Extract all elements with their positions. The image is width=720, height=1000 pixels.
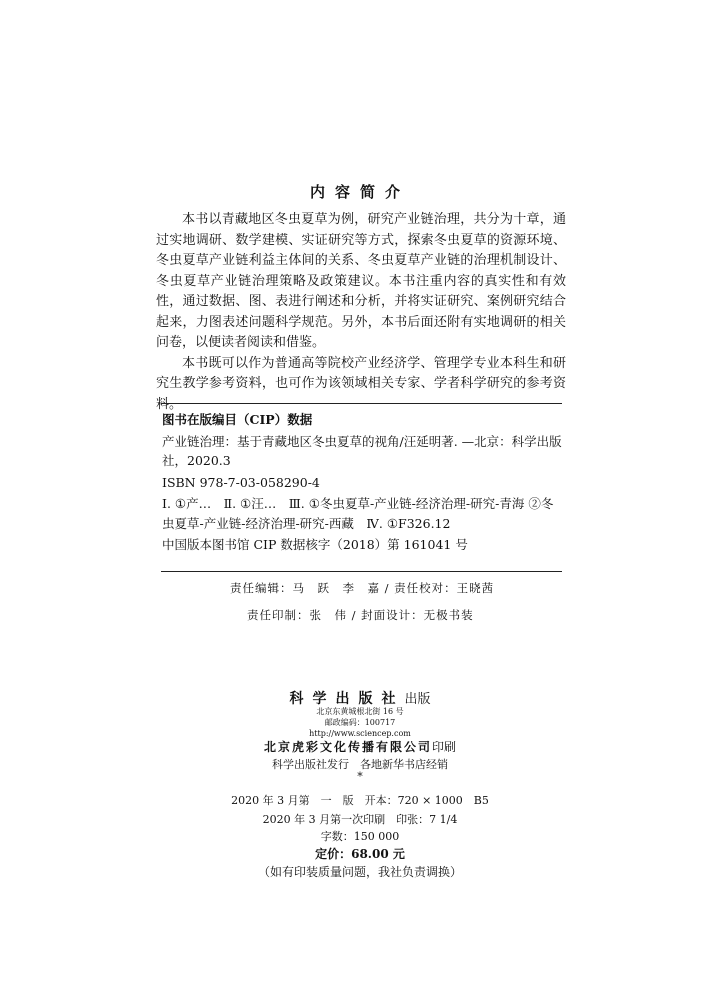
bottom-divider (161, 571, 562, 572)
printer-name-text: 北京虎彩文化传播有限公司 (263, 740, 432, 754)
cip-record: 中国版本图书馆 CIP 数据核字（2018）第 161041 号 (162, 537, 468, 552)
printer-suffix: 印刷 (432, 740, 457, 754)
summary-paragraph: 本书既可以作为普通高等院校产业经济学、管理学专业本科生和研究生教学参考资料，也可作为该领域相关专家、学者科学研究的参考资料。 (156, 355, 566, 412)
credits-editors: 责任编辑：马 跃 李 嘉 / 责任校对：王晓茜 (230, 581, 495, 595)
cip-classification: Ⅰ. ①产… Ⅱ. ①汪… Ⅲ. ①冬虫夏草-产业链-经济治理-研究-青海 ②冬虫夏草-产业链-经济治理-研究-西藏 Ⅳ. ①F326.12 (162, 496, 554, 531)
price-line: 定价：68.00 元 (315, 847, 405, 861)
printer-name (0, 738, 720, 755)
publisher-address: 北京东黄城根北街 16 号 (316, 707, 404, 716)
quality-note: （如有印装质量问题，我社负责调换） (257, 865, 462, 879)
summary-text (156, 210, 566, 415)
print-line: 2020 年 3 月第一次印刷 印张：7 1/4 (262, 813, 458, 826)
publisher-website: http://www.sciencep.com (309, 729, 411, 738)
cip-entry: 产业链治理：基于青藏地区冬虫夏草的视角/汪延明著. —北京：科学出版社，2020.3 (162, 433, 562, 468)
publisher-postcode: 邮政编码：100717 (324, 718, 396, 727)
summary-paragraph: 本书以青藏地区冬虫夏草为例，研究产业链治理，共分为十章，通过实地调研、数学建模、实证研究等方式，探索冬虫夏草的资源环境、冬虫夏草产业链利益主体间的关系、冬虫夏草产业链的治理机制设计、冬虫夏草产业链治理策略及政策建议。本书注重内容的真实性和有效性，通过数据、图、表进行阐述和分析，并将实证研究、案例研究结合起来，力图表述问题科学规范。另外，本书后面还附有实地调研的相关问卷，以便读者阅读和借鉴。 (156, 212, 566, 350)
cip-block (162, 410, 562, 555)
distribution-line: 科学出版社发行 各地新华书店经销 (272, 758, 448, 771)
publisher-name (0, 688, 720, 708)
publisher-suffix: 出版 (404, 692, 431, 707)
publisher-name-text: 科学出版社 (289, 691, 405, 707)
word-count-line: 字数：150 000 (320, 830, 400, 843)
cip-heading: 图书在版编目（CIP）数据 (162, 412, 313, 427)
star-divider: * (357, 770, 363, 783)
edition-line: 2020 年 3 月第 一 版 开本：720 × 1000 B5 (231, 794, 489, 807)
top-divider (161, 403, 562, 404)
cip-isbn: ISBN 978-7-03-058290-4 (162, 474, 320, 490)
credits-printing: 责任印制：张 伟 / 封面设计：无极书装 (247, 608, 474, 622)
summary-title: 内容简介 (309, 183, 410, 201)
